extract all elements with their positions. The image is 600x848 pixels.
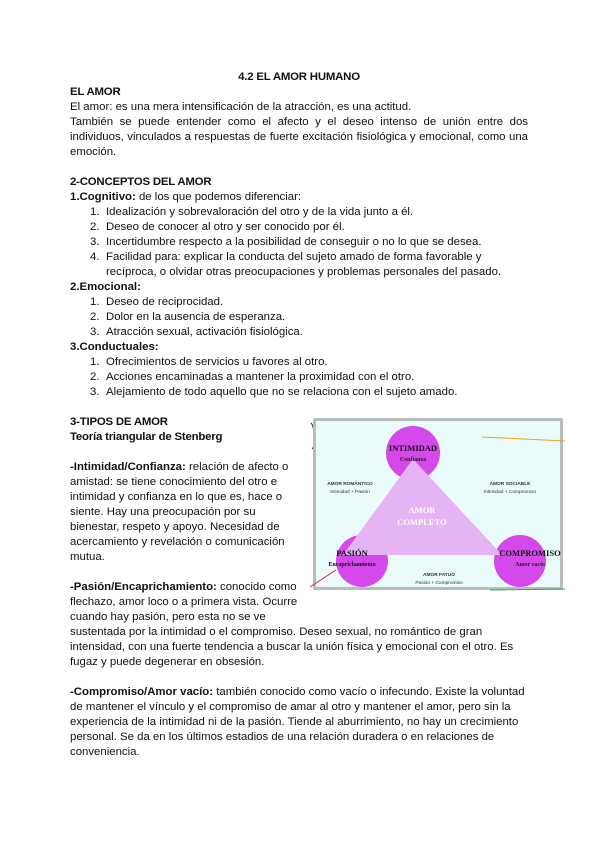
type-text: relación de afecto o amistad: se tiene conocimiento del otro e intimidad y confianza en lo que es, hace o siente. Hay una preocupación por su bienestar, respeto y apoyo. Necesidad de acercamiento y revelación o comunicación mutua. <box>70 461 289 563</box>
list-number: 1. <box>90 206 100 218</box>
node-pasion-subtitle: Encaprichamiento <box>328 562 376 568</box>
node-compromiso-title: COMPROMISO <box>499 548 561 558</box>
group-label: 2.Emocional: <box>70 281 141 293</box>
type-pasion-continuation: sustentada por la intimidad o el compromiso. Deseo sexual, no romántico de gran intensidad, con una fuerte tendencia a buscar la unión física y emocional con el otro. Es fugaz y puede degenerar en obsesión. <box>70 626 514 668</box>
edge-sociable-subtitle: Intimidad + Compromiso <box>483 490 537 495</box>
list-cognitivo <box>70 205 528 280</box>
section-heading-conceptos: 2-CONCEPTOS DEL AMOR <box>70 176 212 188</box>
node-pasion-title: PASIÓN <box>336 548 368 558</box>
node-intimidad-subtitle: Confianza <box>399 457 427 463</box>
list-item <box>90 385 528 400</box>
list-text: Deseo de conocer al otro y ser conocido por él. <box>106 221 345 233</box>
group-label: 1.Cognitivo: <box>70 191 136 203</box>
node-intimidad-title: INTIMIDAD <box>388 443 438 453</box>
list-item <box>90 220 528 235</box>
edge-fatuo-title: AMOR FATUO <box>423 573 455 578</box>
list-number: 2. <box>90 311 100 323</box>
subheading-teoria: Teoría triangular de Stenberg <box>70 431 223 443</box>
type-text: también conocido como vacío o infecundo. Existe la voluntad de mantener el vínculo y el compromiso de amar al otro y mantener el amor, pero sin la experiencia de la intimidad ni de la pasión. Tiende al aburrimiento, no hay un crecimiento personal. Se da en los últimos estadios de una relación duradera o en relaciones de conveniencia. <box>70 686 525 758</box>
type-pasion <box>70 580 298 625</box>
paragraph: También se puede entender como el afecto y el deseo intenso de unión entre dos individuos, vinculados a respuestas de fuerte excitación fisiológica y emocional, como una emoción. <box>70 116 528 158</box>
group-intro: de los que podemos diferenciar: <box>135 191 302 203</box>
list-text: Dolor en la ausencia de esperanza. <box>106 311 286 323</box>
type-text: conocido como flechazo, amor loco o a primera vista. Ocurre cuando hay pasión, pero esta no se ve <box>70 581 298 623</box>
type-label: -Pasión/Encaprichamiento: <box>70 581 217 593</box>
paragraph: El amor: es una mera intensificación de la atracción, es una actitud. <box>70 101 412 113</box>
group-conductuales <box>70 340 528 355</box>
edge-romantico-title: AMOR ROMÁNTICO <box>327 482 373 487</box>
list-item <box>90 205 528 220</box>
center-line-2: COMPLETO <box>397 517 447 527</box>
section-heading-tipos: 3-TIPOS DE AMOR <box>70 416 168 428</box>
node-compromiso-subtitle: Amor vacío <box>515 562 545 568</box>
type-label: -Compromiso/Amor vacío: <box>70 686 214 698</box>
list-text: Ofrecimientos de servicios u favores al otro. <box>106 356 328 368</box>
list-number: 1. <box>90 356 100 368</box>
group-label: 3.Conductuales: <box>70 341 159 353</box>
list-text: Atracción sexual, activación fisiológica. <box>106 326 303 338</box>
list-text: Alejamiento de todo aquello que no se relaciona con el sujeto amado. <box>106 386 458 398</box>
list-number: 3. <box>90 326 100 338</box>
list-item <box>90 310 528 325</box>
type-compromiso <box>70 685 528 760</box>
list-number: 1. <box>90 296 100 308</box>
page-title: 4.2 EL AMOR HUMANO <box>238 71 360 83</box>
list-item <box>90 355 528 370</box>
edge-romantico-subtitle: Intimidad + Pasión <box>330 490 370 495</box>
list-item <box>90 370 528 385</box>
list-text: Deseo de reciprocidad. <box>106 296 224 308</box>
list-item <box>90 295 528 310</box>
sternberg-triangle-diagram <box>310 415 565 591</box>
list-text: Facilidad para: explicar la conducta del sujeto amado de forma favorable y recíproca, o olvidar otras preocupaciones y problemas personales del pasado. <box>106 251 502 278</box>
section-tipos-de-amor <box>70 415 561 760</box>
group-emocional <box>70 280 528 295</box>
section-heading-el-amor: EL AMOR <box>70 86 121 98</box>
list-number: 4. <box>90 251 100 263</box>
type-label: -Intimidad/Confianza: <box>70 461 186 473</box>
edge-fatuo-subtitle: Pasión + Compromiso <box>415 581 463 586</box>
list-item <box>90 235 528 250</box>
list-number: 3. <box>90 236 100 248</box>
list-item <box>90 325 528 340</box>
list-conductuales <box>70 355 528 400</box>
list-number: 3. <box>90 386 100 398</box>
list-item <box>90 250 528 280</box>
list-number: 2. <box>90 221 100 233</box>
group-cognitivo <box>70 190 528 205</box>
type-intimidad <box>70 460 298 565</box>
list-text: Idealización y sobrevaloración del otro y de la vida junto a él. <box>106 206 414 218</box>
document-page <box>70 70 561 760</box>
list-text: Acciones encaminadas a mantener la proximidad con el otro. <box>106 371 415 383</box>
list-emocional <box>70 295 528 340</box>
edge-sociable-title: AMOR SOCIABLE <box>489 482 531 487</box>
list-text: Incertidumbre respecto a la posibilidad de conseguir o no lo que se desea. <box>106 236 482 248</box>
list-number: 2. <box>90 371 100 383</box>
center-line-1: AMOR <box>408 505 436 515</box>
node-compromiso-circle <box>494 535 546 587</box>
